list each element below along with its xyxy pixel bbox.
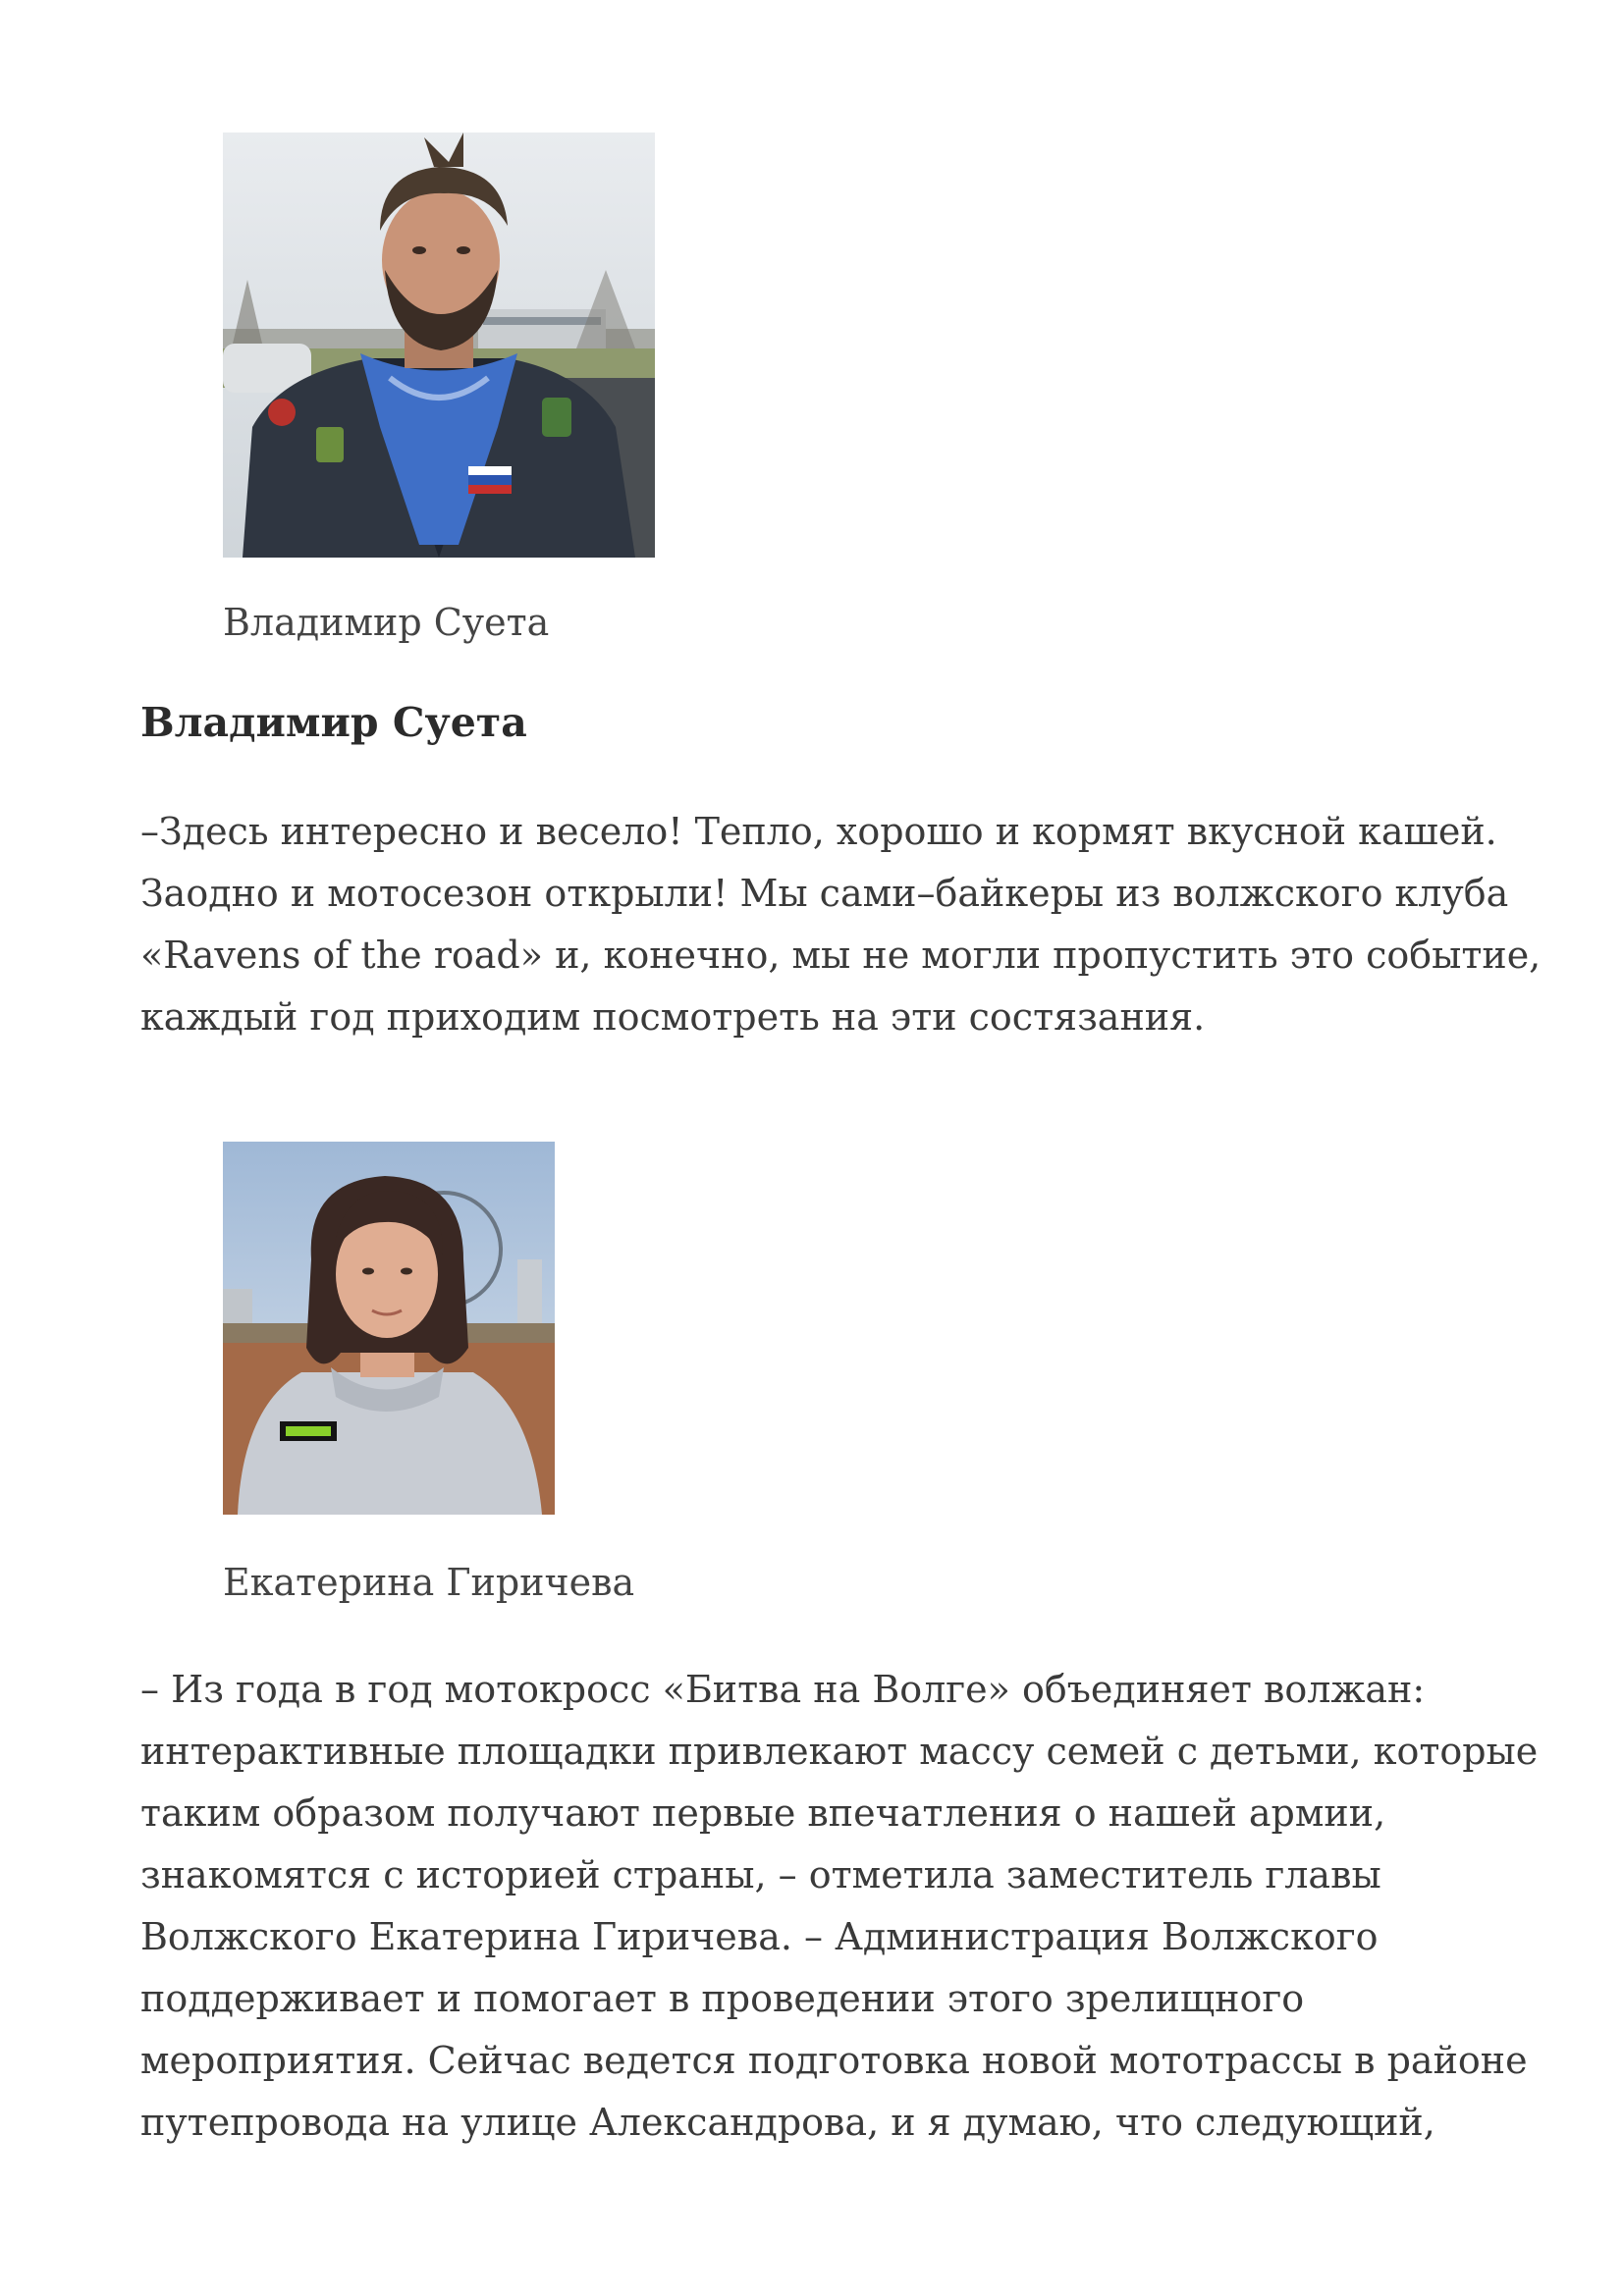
- paragraph-line: интерактивные площадки привлекают массу семей с детьми, которые: [140, 1730, 1539, 1773]
- paragraph-line: знакомятся с историей страны, – отметила заместитель главы: [140, 1853, 1381, 1896]
- paragraph-line: Заодно и мотосезон открыли! Мы сами–байкеры из волжского клуба: [140, 872, 1509, 915]
- photo-caption: Екатерина Гиричева: [223, 1561, 635, 1604]
- paragraph-line: путепровода на улице Александрова, и я думаю, что следующий,: [140, 2101, 1435, 2144]
- section-heading: Владимир Суета: [140, 699, 527, 746]
- paragraph-quote-ekaterina: [140, 1659, 1554, 2154]
- portrait-photo-icon: [223, 1142, 555, 1515]
- paragraph-line: мероприятия. Сейчас ведется подготовка новой мототрассы в районе: [140, 2039, 1528, 2082]
- photo-ekaterina-giricheva: [223, 1142, 555, 1515]
- photo-caption: Владимир Суета: [223, 601, 550, 644]
- paragraph-line: Волжского Екатерина Гиричева. – Администрация Волжского: [140, 1915, 1379, 1958]
- photo-vladimir-sueta: [223, 133, 655, 558]
- paragraph-line: «Ravens of the road» и, конечно, мы не могли пропустить это событие,: [140, 934, 1542, 977]
- portrait-photo-icon: [223, 133, 655, 558]
- paragraph-line: каждый год приходим посмотреть на эти состязания.: [140, 995, 1206, 1039]
- paragraph-line: поддерживает и помогает в проведении этого зрелищного: [140, 1977, 1305, 2020]
- paragraph-line: –Здесь интересно и весело! Тепло, хорошо и кормят вкусной кашей.: [140, 810, 1497, 853]
- paragraph-line: – Из года в год мотокросс «Битва на Волге» объединяет волжан:: [140, 1668, 1426, 1711]
- paragraph-line: таким образом получают первые впечатления о нашей армии,: [140, 1791, 1386, 1835]
- paragraph-quote-vladimir: [140, 801, 1554, 1048]
